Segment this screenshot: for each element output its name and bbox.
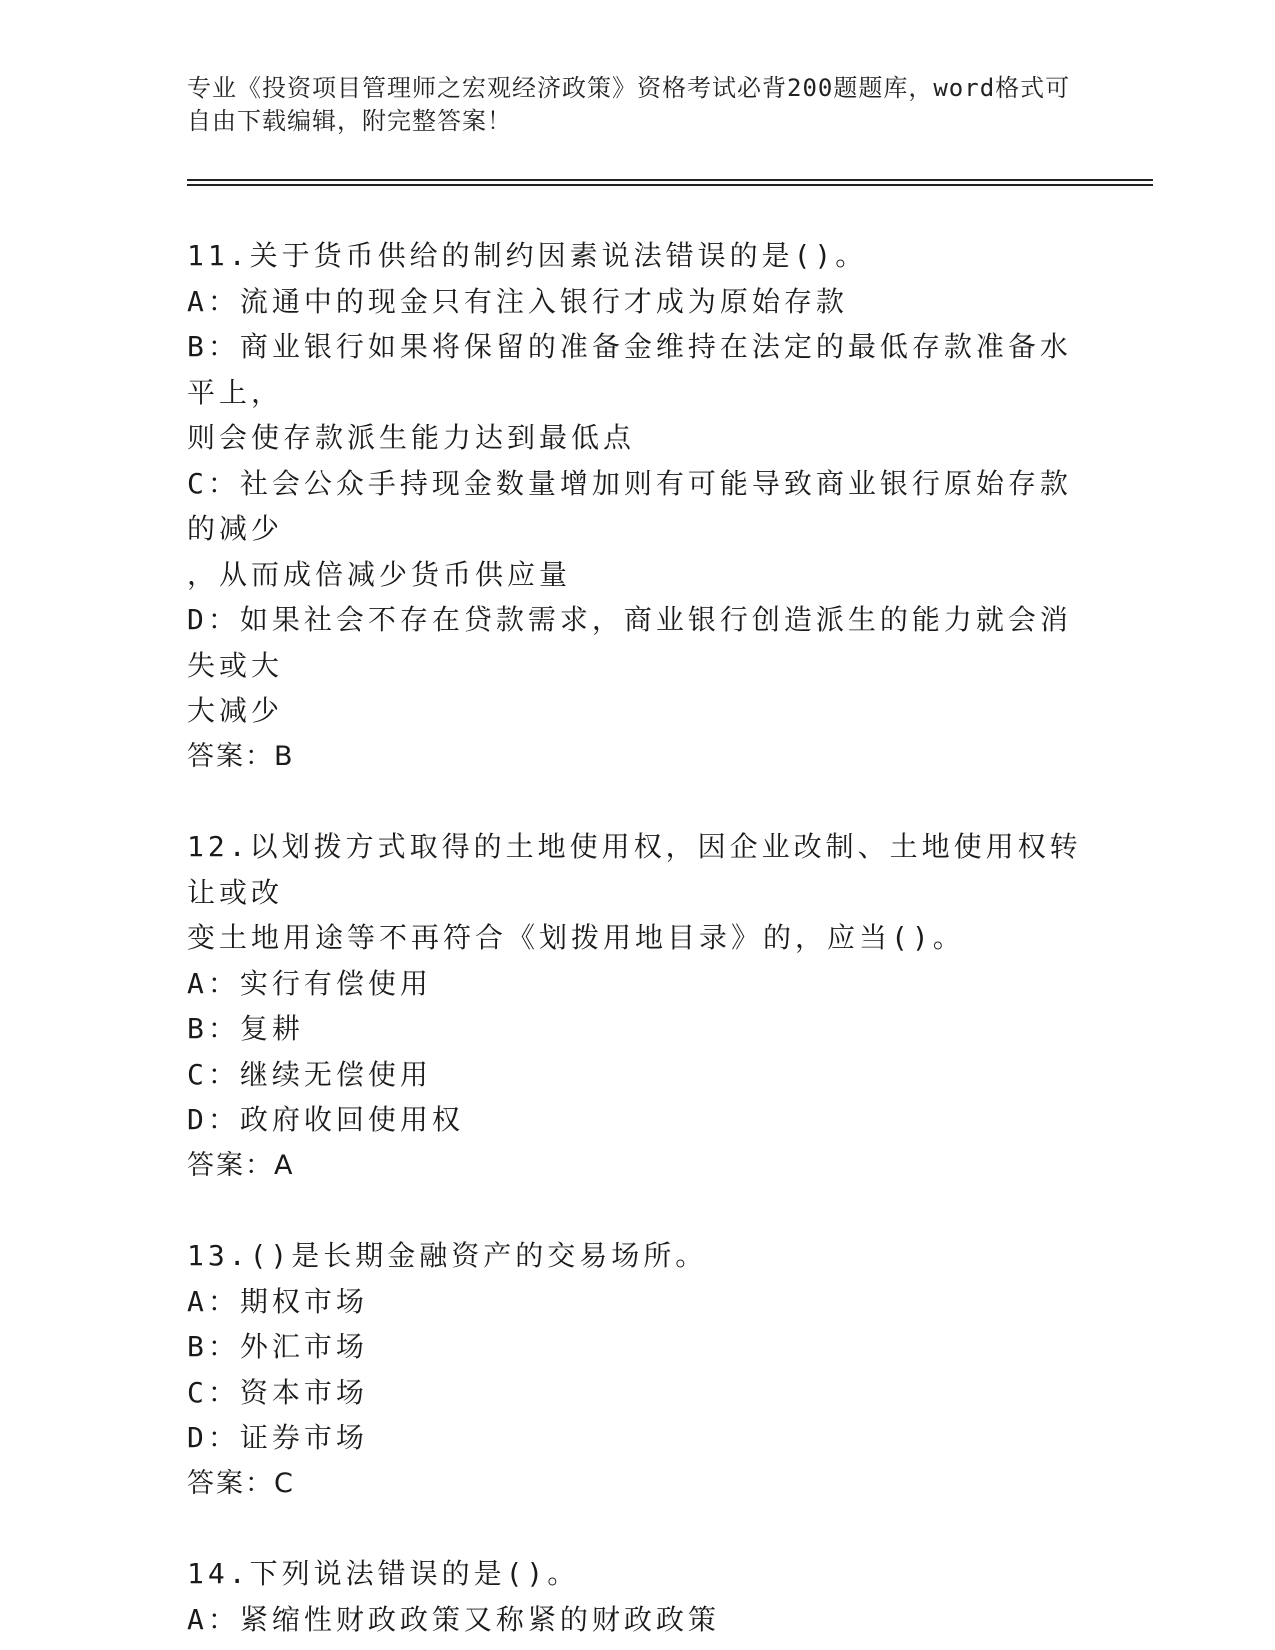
answer-label: 答案：A [187,1149,295,1181]
document-header [187,72,1087,138]
option-d: D：证券市场 [187,1421,368,1454]
question-stem-continued: 变土地用途等不再符合《划拨用地目录》的，应当()。 [187,921,965,954]
answer-label: 答案：C [187,1467,295,1499]
option-c-continued: ，从而成倍减少货币供应量 [187,557,572,591]
header-line-1: 专业《投资项目管理师之宏观经济政策》资格考试必背200题题库，word格式可 [187,74,1071,102]
option-a: A：紧缩性财政政策又称紧的财政政策 [187,1602,720,1636]
question-item-14 [187,1551,1087,1642]
header-line-2: 自由下载编辑，附完整答案！ [187,107,512,135]
question-item-13 [187,1233,1087,1506]
question-stem: 11.关于货币供给的制约因素说法错误的是()。 [187,239,868,272]
option-a: A：流通中的现金只有注入银行才成为原始存款 [187,284,848,318]
option-c: C：资本市场 [187,1375,368,1409]
option-c: C：社会公众手持现金数量增加则有可能导致商业银行原始存款的减少 [187,466,1072,545]
question-stem: 12.以划拨方式取得的土地使用权，因企业改制、土地使用权转让或改 [187,830,1082,909]
answer-label: 答案：B [187,740,295,772]
option-d-continued: 大减少 [187,694,284,727]
question-stem: 13.()是长期金融资产的交易场所。 [187,1239,708,1272]
option-d: D：政府收回使用权 [187,1103,464,1136]
question-list [187,233,1087,1642]
header-divider-bottom [187,184,1153,186]
option-c: C：继续无偿使用 [187,1057,432,1091]
option-b: B：商业银行如果将保留的准备金维持在法定的最低存款准备水平上， [187,330,1072,409]
option-b: B：复耕 [187,1012,304,1045]
option-b: B：外汇市场 [187,1330,368,1363]
question-stem: 14.下列说法错误的是()。 [187,1557,580,1590]
question-item-11 [187,233,1087,779]
header-divider-top [187,179,1153,181]
question-item-12 [187,824,1087,1188]
option-a: A：实行有偿使用 [187,966,432,1000]
option-d: D：如果社会不存在贷款需求，商业银行创造派生的能力就会消失或大 [187,603,1072,682]
option-b-continued: 则会使存款派生能力达到最低点 [187,421,636,454]
option-a: A：期权市场 [187,1284,368,1318]
